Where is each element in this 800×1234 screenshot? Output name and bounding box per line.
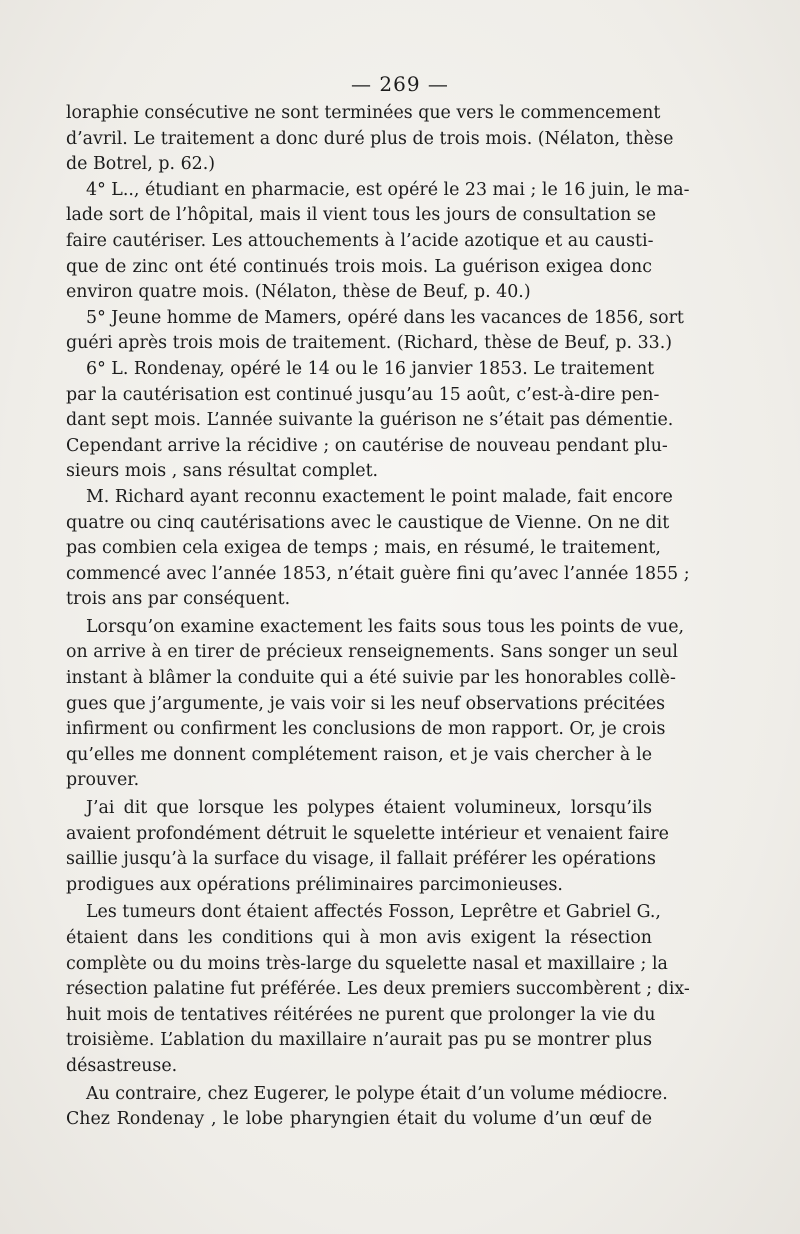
- text-line: avaient profondément détruit le squelette intérieur et venaient faire: [66, 823, 669, 844]
- text-line: gues que j’argumente, je vais voir si les neuf observations précitées: [66, 693, 666, 714]
- page-number: — 269 —: [351, 72, 449, 96]
- text-line: M. Richard ayant reconnu exactement le point malade, fait encore: [86, 486, 673, 507]
- text-line: environ quatre mois. (Nélaton, thèse de Beuf, p. 40.): [66, 282, 531, 303]
- text-line: faire cautériser. Les attouchements à l’acide azotique et au causti-: [66, 230, 654, 251]
- text-line: quatre ou cinq cautérisations avec le caustique de Vienne. On ne dit: [66, 512, 670, 533]
- text-line: que de zinc ont été continués trois mois. La guérison exigea donc: [66, 256, 652, 277]
- text-line: prouver.: [66, 770, 140, 791]
- text-line: d’avril. Le traitement a donc duré plus de trois mois. (Nélaton, thèse: [66, 128, 674, 149]
- text-line: résection palatine fut préférée. Les deux premiers succombèrent ; dix-: [66, 979, 690, 1000]
- text-line: complète ou du moins très-large du squelette nasal et maxillaire ; la: [66, 953, 668, 974]
- text-line: dant sept mois. L’année suivante la guérison ne s’était pas démentie.: [66, 410, 674, 431]
- text-line: 6° L. Rondenay, opéré le 14 ou le 16 janvier 1853. Le traitement: [86, 358, 655, 379]
- text-line: de Botrel, p. 62.): [66, 154, 216, 175]
- text-line: guéri après trois mois de traitement. (Richard, thèse de Beuf, p. 33.): [66, 333, 673, 354]
- text-line: par la cautérisation est continué jusqu’au 15 août, c’est-à-dire pen-: [66, 384, 660, 405]
- text-line: loraphie consécutive ne sont terminées que vers le commencement: [66, 103, 661, 123]
- text-line: huit mois de tentatives réitérées ne purent que prolonger la vie du: [66, 1004, 656, 1025]
- text-line: Au contraire, chez Eugerer, le polype était d’un volume médiocre.: [86, 1083, 668, 1104]
- text-line: saillie jusqu’à la surface du visage, il fallait préférer les opérations: [66, 849, 656, 870]
- text-line: infirment ou confirment les conclusions de mon rapport. Or, je crois: [66, 719, 666, 740]
- text-line: désastreuse.: [66, 1055, 178, 1076]
- text-line: lade sort de l’hôpital, mais il vient tous les jours de consultation se: [66, 205, 657, 226]
- text-line: étaient dans les conditions qui à mon avis exigent la résection: [66, 928, 652, 948]
- text-line: qu’elles me donnent complétement raison, et je vais chercher à le: [66, 744, 652, 765]
- text-line: Les tumeurs dont étaient affectés Fosson, Leprêtre et Gabriel G.,: [86, 902, 661, 923]
- body-text: [66, 101, 690, 1133]
- text-line: 5° Jeune homme de Mamers, opéré dans les vacances de 1856, sort: [86, 307, 684, 328]
- text-line: prodigues aux opérations préliminaires parcimonieuses.: [66, 874, 563, 895]
- text-line: 4° L.., étudiant en pharmacie, est opéré le 23 mai ; le 16 juin, le ma-: [86, 179, 690, 200]
- text-line: instant à blâmer la conduite qui a été suivie par les honorables collè-: [66, 668, 676, 689]
- text-line: on arrive à en tirer de précieux renseignements. Sans songer un seul: [66, 642, 678, 663]
- text-line: Cependant arrive la récidive ; on cautérise de nouveau pendant plu-: [66, 435, 668, 456]
- text-line: troisième. L’ablation du maxillaire n’aurait pas pu se montrer plus: [66, 1030, 652, 1051]
- text-line: J’ai dit que lorsque les polypes étaient volumineux, lorsqu’ils: [86, 798, 652, 819]
- text-line: commencé avec l’année 1853, n’était guère fini qu’avec l’année 1855 ;: [66, 563, 690, 584]
- text-line: trois ans par conséquent.: [66, 589, 291, 610]
- text-line: Chez Rondenay , le lobe pharyngien était du volume d’un œuf de: [66, 1109, 652, 1130]
- text-line: pas combien cela exigea de temps ; mais, en résumé, le traitement,: [66, 538, 661, 559]
- text-line: sieurs mois , sans résultat complet.: [66, 461, 379, 482]
- text-line: Lorsqu’on examine exactement les faits sous tous les points de vue,: [86, 616, 685, 637]
